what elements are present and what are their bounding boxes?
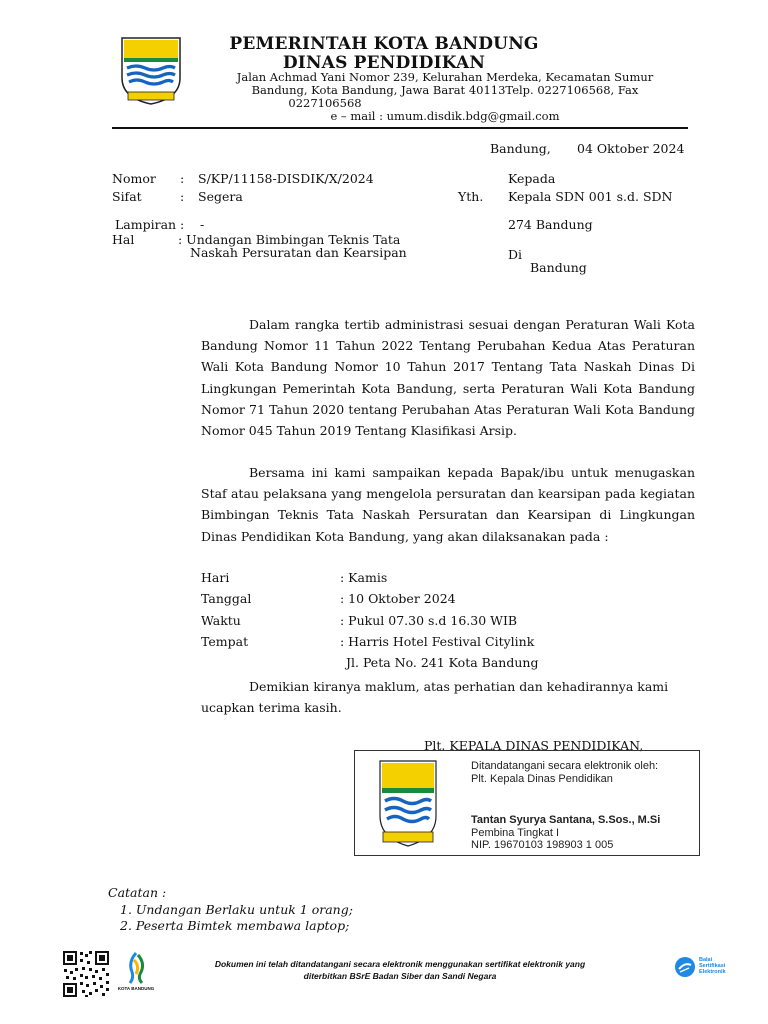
signature-signed-by-line-2: Plt. Kepala Dinas Pendidikan — [471, 773, 613, 785]
letterhead-address-line-3: 0227106568 — [288, 96, 362, 110]
schedule-waktu-label: Waktu — [201, 613, 241, 628]
bsre-emblem-icon — [674, 956, 696, 978]
body-paragraph-1: Dalam rangka tertib administrasi sesuai dengan Peraturan Wali Kota Bandung Nomor 11 Tahun 2022 Tentang Perubahan Kedua Atas Peraturan Wali Kota Bandung Nomor 10 Tahun 2017 Tentang Tata Naskah Dinas Di Lingkungan Pemerintah Kota Bandung, serta Peraturan Wali Kota Bandung Nomor 71 Tahun 2020 tentang Perubahan Atas Peraturan Wali Kota Bandung Nomor 045 Tahun 2019 Tentang Klasifikasi Arsip. — [201, 317, 695, 439]
schedule-waktu-value: : Pukul 07.30 s.d 16.30 WIB — [340, 613, 518, 628]
letterhead-government: PEMERINTAH KOTA BANDUNG — [229, 34, 539, 54]
nomor-value: S/KP/11158-DISDIK/X/2024 — [198, 171, 374, 186]
bsre-logo-line-1: Balai — [699, 957, 713, 963]
signature-nip: NIP. 19670103 198903 1 005 — [471, 839, 614, 851]
signature-name: Tantan Syurya Santana, S.Sos., M.Si — [471, 814, 661, 826]
letterhead-divider — [112, 127, 688, 129]
hal-label: Hal — [112, 232, 135, 247]
schedule-tempat-value: : Harris Hotel Festival Citylink — [340, 634, 535, 649]
e-signature-box — [354, 750, 700, 856]
recipient-city: Bandung — [530, 260, 587, 275]
lampiran-label: Lampiran : — [115, 217, 185, 232]
schedule-tanggal-label: Tanggal — [201, 591, 252, 606]
lampiran-value: - — [200, 217, 205, 232]
signature-rank: Pembina Tingkat I — [471, 827, 560, 839]
letterhead-email: e – mail : umum.disdik.bdg@gmail.com — [330, 109, 560, 123]
footer-statement-line-2: diterbitkan BSrE Badan Siber dan Sandi Negara — [303, 971, 497, 981]
recipient-line-2: 274 Bandung — [508, 217, 593, 232]
notes-item-2: 2. Peserta Bimtek membawa laptop; — [120, 918, 350, 933]
schedule-hari-label: Hari — [201, 570, 230, 585]
letterhead-department: DINAS PENDIDIKAN — [282, 53, 486, 73]
kota-bandung-logo — [118, 950, 154, 998]
hal-value-line-1: : Undangan Bimbingan Teknis Tata — [178, 232, 401, 247]
nomor-label: Nomor — [112, 171, 156, 186]
schedule-hari-value: : Kamis — [340, 570, 388, 585]
date-value: 04 Oktober 2024 — [577, 141, 685, 156]
schedule-tanggal-value: : 10 Oktober 2024 — [340, 591, 456, 606]
hal-value-line-2: Naskah Persuratan dan Kearsipan — [190, 245, 407, 260]
footer-statement-line-1: Dokumen ini telah ditandatangani secara elektronik menggunakan sertifikat elektronik yang — [214, 959, 586, 969]
kota-bandung-logo-text: KOTA BANDUNG — [117, 986, 155, 991]
letterhead-address-line-1: Jalan Achmad Yani Nomor 239, Kelurahan Merdeka, Kecamatan Sumur — [236, 70, 654, 84]
sifat-label: Sifat — [112, 189, 142, 204]
signature-position: Plt. KEPALA DINAS PENDIDIKAN, — [424, 738, 644, 753]
recipient-line-1: Kepala SDN 001 s.d. SDN — [508, 189, 673, 204]
recipient-di: Di — [508, 247, 523, 262]
notes-item-1: 1. Undangan Berlaku untuk 1 orang; — [120, 902, 353, 917]
notes-title: Catatan : — [108, 885, 167, 900]
recipient-kepada: Kepada — [508, 171, 556, 186]
letterhead-address-line-2: Bandung, Kota Bandung, Jawa Barat 40113Telp. 0227106568, Fax — [251, 83, 639, 97]
body-paragraph-2: Bersama ini kami sampaikan kepada Bapak/ibu untuk menugaskan Staf atau pelaksana yang mengelola persuratan dan kearsipan pada kegiatan Bimbingan Teknis Tata Naskah Persuratan dan Kearsipan di Lingkungan Dinas Pendidikan Kota Bandung, yang akan dilaksanakan pada : — [201, 465, 695, 544]
bsre-logo — [674, 956, 738, 978]
schedule-tempat-address: Jl. Peta No. 241 Kota Bandung — [346, 655, 539, 670]
recipient-yth: Yth. — [458, 189, 484, 204]
nomor-colon: : — [180, 171, 185, 186]
date-place: Bandung, — [490, 141, 551, 156]
signature-signed-by-line-1: Ditandatangani secara elektronik oleh: — [471, 760, 659, 772]
sifat-colon: : — [180, 189, 185, 204]
signature-emblem-logo — [377, 758, 439, 848]
sifat-value: Segera — [198, 189, 243, 204]
bsre-logo-line-2: Sertifikasi — [699, 963, 726, 969]
qr-code — [62, 950, 110, 998]
body-paragraph-3: Demikian kiranya maklum, atas perhatian dan kehadirannya kami ucapkan terima kasih. — [201, 679, 669, 716]
bsre-logo-line-3: Elektronik — [699, 969, 726, 975]
schedule-tempat-label: Tempat — [201, 634, 249, 649]
